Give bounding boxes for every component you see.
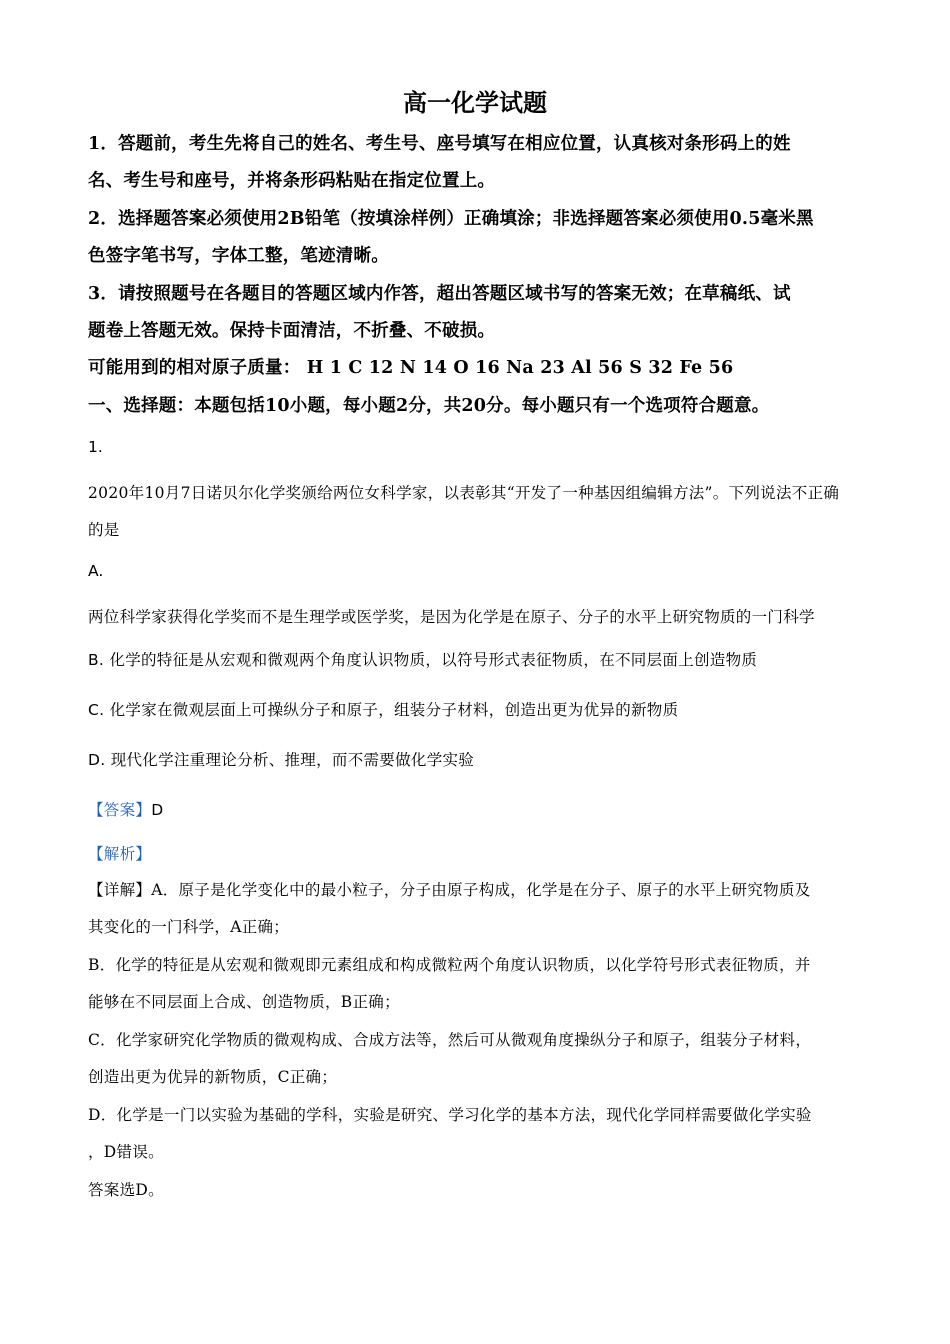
analysis-line: B．化学的特征是从宏观和微观即元素组成和构成微粒两个角度认识物质，以化学符号形式表征物质，并 <box>88 956 811 974</box>
instruction-line: 题卷上答题无效。保持卡面清洁，不折叠、不破损。 <box>88 321 496 341</box>
analysis-line: ，D错误。 <box>88 1143 164 1161</box>
instruction-line: 3．请按照题号在各题目的答题区域内作答，超出答题区域书写的答案无效；在草稿纸、试 <box>88 284 791 304</box>
analysis-line: 其变化的一门科学，A正确； <box>88 918 290 936</box>
question-stem-cont: 的是 <box>88 521 120 539</box>
analysis-line: 能够在不同层面上合成、创造物质，B正确； <box>88 993 400 1011</box>
question-number: 1. <box>88 438 103 456</box>
option-d <box>88 748 474 770</box>
option-d-text: 现代化学注重理论分析、推理，而不需要做化学实验 <box>110 751 475 769</box>
option-b <box>88 648 757 670</box>
page-title: 高一化学试题 <box>403 88 547 117</box>
analysis-line: 创造出更为优异的新物质，C正确； <box>88 1068 338 1086</box>
option-a-text: 两位科学家获得化学奖而不是生理学或医学奖，是因为化学是在原子、分子的水平上研究物质的一门科学 <box>88 608 815 626</box>
answer-value: D <box>151 801 164 819</box>
instruction-line: 1．答题前，考生先将自己的姓名、考生号、座号填写在相应位置，认真核对条形码上的姓 <box>88 134 791 154</box>
analysis-conclusion: 答案选D。 <box>88 1181 164 1199</box>
analysis-line: 【详解】A．原子是化学变化中的最小粒子，分子由原子构成，化学是在分子、原子的水平上研究物质及 <box>88 881 811 899</box>
option-b-label: B. <box>88 651 105 669</box>
section-heading: 一、选择题：本题包括10小题，每小题2分，共20分。每小题只有一个选项符合题意。 <box>88 396 770 416</box>
instruction-line: 色签字笔书写，字体工整，笔迹清晰。 <box>88 246 389 266</box>
answer-label: 【答案】 <box>88 801 152 819</box>
analysis-label: 【解析】 <box>88 845 152 863</box>
option-d-label: D. <box>88 751 106 769</box>
option-a-label: A. <box>88 562 104 580</box>
analysis-line: D．化学是一门以实验为基础的学科，实验是研究、学习化学的基本方法，现代化学同样需要做化学实验 <box>88 1106 812 1124</box>
option-c-label: C. <box>88 701 105 719</box>
atomic-masses: 可能用到的相对原子质量： H 1 C 12 N 14 O 16 Na 23 Al 56 S 32 Fe 56 <box>88 358 734 378</box>
answer-line <box>88 798 163 820</box>
option-b-text: 化学的特征是从宏观和微观两个角度认识物质，以符号形式表征物质，在不同层面上创造物质 <box>109 651 758 669</box>
question-stem: 2020年10月7日诺贝尔化学奖颁给两位女科学家，以表彰其“开发了一种基因组编辑方法”。下列说法不正确 <box>88 484 840 502</box>
option-c <box>88 698 678 720</box>
analysis-line: C．化学家研究化学物质的微观构成、合成方法等，然后可从微观角度操纵分子和原子，组装分子材料， <box>88 1031 812 1049</box>
option-c-text: 化学家在微观层面上可操纵分子和原子，组装分子材料，创造出更为优异的新物质 <box>109 701 679 719</box>
instruction-line: 2．选择题答案必须使用2B铅笔（按填涂样例）正确填涂；非选择题答案必须使用0.5毫米黑 <box>88 209 814 229</box>
instruction-line: 名、考生号和座号，并将条形码粘贴在指定位置上。 <box>88 171 496 191</box>
